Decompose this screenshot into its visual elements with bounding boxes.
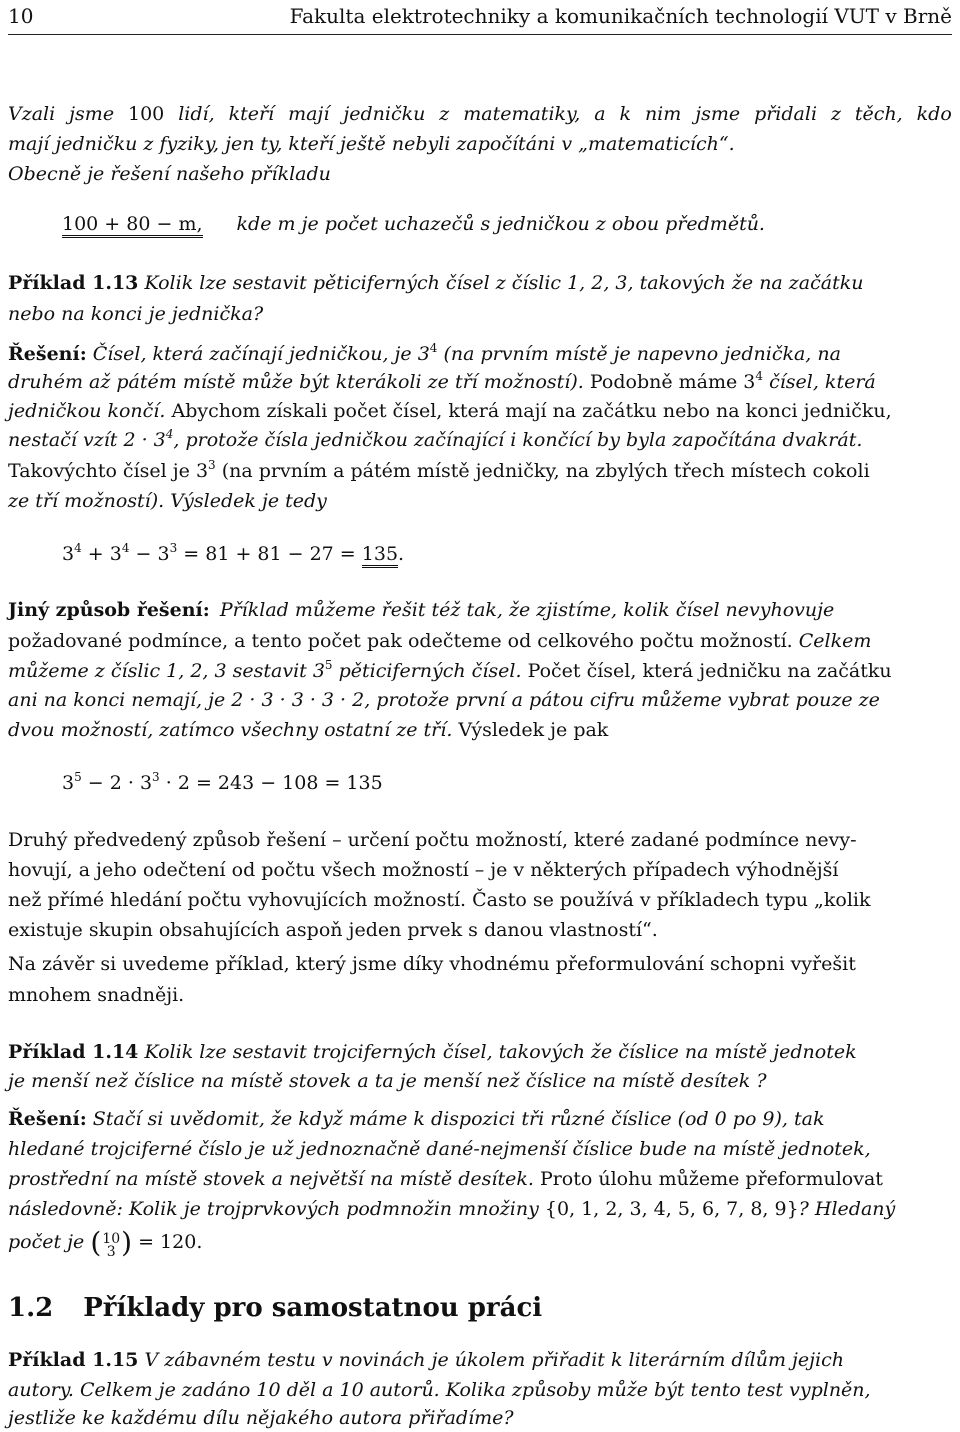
binomial: (10 3 )	[90, 1226, 133, 1260]
solution-1-14-line-4: následovně: Kolik je trojprvkových podmnožin množiny {0, 1, 2, 3, 4, 5, 6, 7, 8, 9}? Hledaný	[8, 1198, 896, 1220]
solution-1-14-line-2: hledané trojciferné číslo je už jednoznačně dané-nejmenší číslice bude na místě jednotek,	[8, 1138, 871, 1160]
formula-2: $3^4 + 3^4 - 3^3 = 81 + 81 - 27 = 135$.	[62, 542, 404, 566]
p2-line-6: mnohem snadněji.	[8, 984, 185, 1006]
p1-line-2: mají jedničku z fyziky, jen ty, kteří ještě nebyli započítáni v „matematicích“.	[8, 133, 735, 155]
header-title: Fakulta elektrotechniky a komunikačních technologií VUT v Brně	[289, 4, 952, 28]
example-1-13: Příklad 1.13 Kolik lze sestavit pěticiferných čísel z číslic 1, 2, 3, takových že na začátku	[8, 272, 864, 294]
solution-1-13-line-6: ze tří možností). Výsledek je tedy	[8, 490, 327, 512]
p2-line-1: Druhý předvedený způsob řešení – určení počtu možností, které zadané podmínce nevy-	[8, 829, 857, 851]
set-notation: {0, 1, 2, 3, 4, 5, 6, 7, 8, 9}	[544, 1198, 799, 1220]
example-label: Příklad 1.14	[8, 1041, 139, 1063]
formula-1	[62, 212, 765, 236]
page-header	[8, 0, 952, 35]
example-label: Příklad 1.13	[8, 272, 139, 294]
page-number: 10	[8, 4, 34, 28]
solution-1-13-line-1: Řešení: Čísel, která začínají jedničkou, je $3^4$ (na prvním místě je napevno jednička, na	[8, 341, 841, 365]
solution-1-13-line-5: Takovýchto čísel je $3^3$ (na prvním a pátém místě jedničky, na zbylých třech místech cokoli	[8, 458, 870, 482]
alt-solution-line-4: ani na konci nemají, je 2 · 3 · 3 · 3 · 2, protože první a pátou cifru můžeme vybrat pouze ze	[8, 689, 880, 711]
example-label: Příklad 1.15	[8, 1349, 139, 1371]
solution-1-13-line-4: nestačí vzít $2 \cdot 3^4$, protože čísla jedničkou začínající i končící by byla započítána dvakrát.	[8, 427, 863, 451]
solution-label: Řešení:	[8, 343, 87, 365]
alt-solution-line-3: můžeme z číslic 1, 2, 3 sestavit $3^5$ pěticiferných čísel. Počet čísel, která jedničku na začátku	[8, 658, 892, 682]
example-1-13-line-2: nebo na konci je jednička?	[8, 303, 264, 325]
example-1-14: Příklad 1.14 Kolik lze sestavit trojciferných čísel, takových že číslice na místě jednotek	[8, 1041, 857, 1063]
alt-solution-line-5: dvou možností, zatímco všechny ostatní ze tří. Výsledek je pak	[8, 719, 609, 741]
p2-line-4: existuje skupin obsahujících aspoň jeden prvek s danou vlastností“.	[8, 919, 658, 941]
solution-1-14-line-1: Řešení: Stačí si uvědomit, že když máme k dispozici tři různé číslice (od 0 po 9), tak	[8, 1108, 825, 1130]
example-1-15-line-3: jestliže ke každému dílu nějakého autora přiřadíme?	[8, 1407, 514, 1429]
p2-line-3: než přímé hledání počtu vyhovujících možností. Často se používá v příkladech typu „kolik	[8, 889, 871, 911]
formula-1-note: kde m je počet uchazečů s jedničkou z obou předmětů.	[236, 213, 765, 235]
p1-line-1: Vzali jsme 100 lidí, kteří mají jedničku z matematiky, a k nim jsme přidali z těch, kdo	[8, 103, 952, 125]
formula-2-result: 135	[362, 543, 398, 568]
solution-1-14-line-5: počet je (10 3 ) = 120.	[8, 1226, 203, 1260]
solution-1-14-line-3: prostřední na místě stovek a největší na místě desítek. Proto úlohu můžeme přeformulovat	[8, 1168, 883, 1190]
example-1-15-line-2: autory. Celkem je zadáno 10 děl a 10 autorů. Kolika způsoby může být tento test vyplněn,	[8, 1379, 871, 1401]
alt-solution-label: Jiný způsob řešení:	[8, 599, 210, 621]
p2-line-2: hovují, a jeho odečtení od počtu všech možností – je v některých případech výhodnější	[8, 859, 839, 881]
example-1-15: Příklad 1.15 V zábavném testu v novinách je úkolem přiřadit k literárním dílům jejich	[8, 1349, 845, 1371]
section-title: Příklady pro samostatnou práci	[83, 1293, 543, 1323]
solution-label: Řešení:	[8, 1108, 87, 1130]
alt-solution-line-1: Jiný způsob řešení: Příklad můžeme řešit též tak, že zjistíme, kolik čísel nevyhovuje	[8, 599, 835, 621]
solution-1-13-line-3: jedničkou končí. Abychom získali počet čísel, která mají na začátku nebo na konci jedničku,	[8, 400, 892, 422]
section-number: 1.2	[8, 1293, 54, 1323]
solution-1-13-line-2: druhém až pátém místě může být kterákoli ze tří možností). Podobně máme $3^4$ čísel, která	[8, 369, 876, 393]
formula-1-expression: 100 + 80 − m,	[62, 213, 203, 238]
p2-line-5: Na závěr si uvedeme příklad, který jsme díky vhodnému přeformulování schopni vyřešit	[8, 953, 856, 975]
example-1-14-line-2: je menší než číslice na místě stovek a ta je menší než číslice na místě desítek ?	[8, 1070, 767, 1092]
formula-3: $3^5 - 2 \cdot 3^3 \cdot 2 = 243 - 108 = 135$	[62, 770, 383, 794]
p1-line-3: Obecně je řešení našeho příkladu	[8, 163, 331, 185]
section-heading	[8, 1293, 542, 1323]
alt-solution-line-2: požadované podmínce, a tento počet pak odečteme od celkového počtu možností. Celkem	[8, 630, 872, 652]
